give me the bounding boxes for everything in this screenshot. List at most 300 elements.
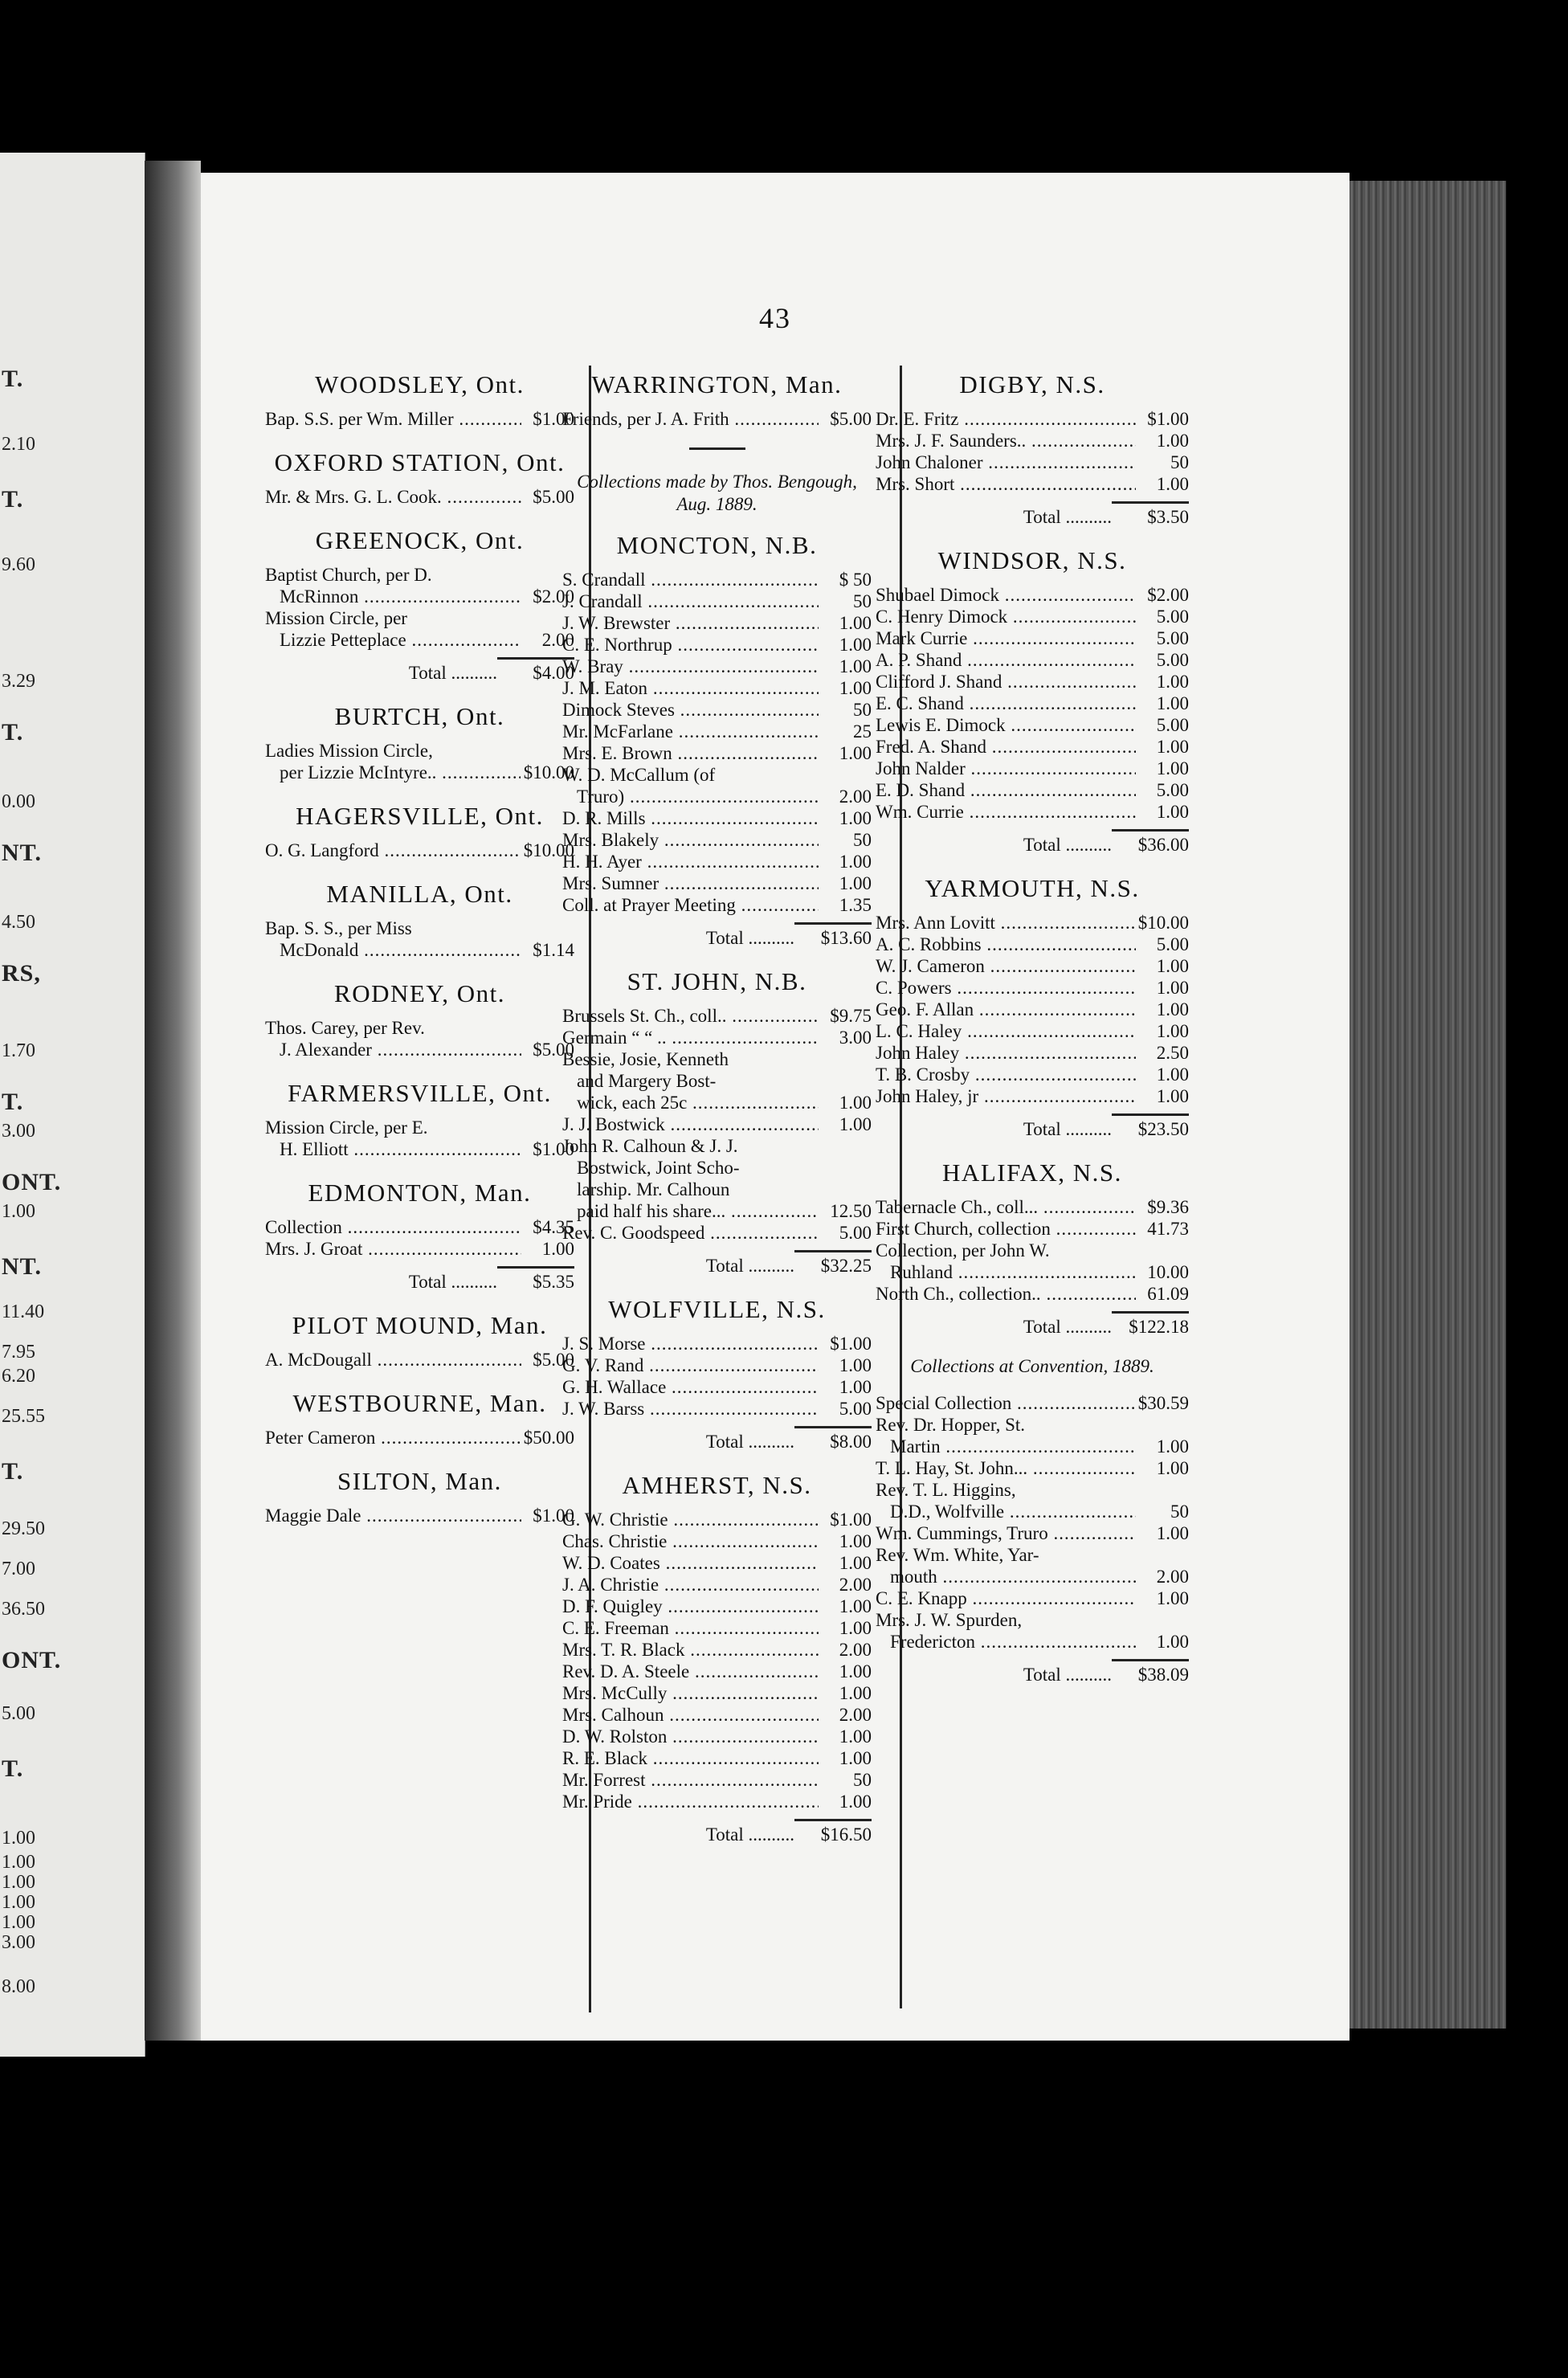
contributor-name: Mrs. Short .....: [876, 473, 1136, 495]
left-page-fragment: 1.70: [2, 1040, 35, 1061]
contribution-row: [265, 1117, 574, 1138]
left-page-fragment: 7.00: [2, 1559, 35, 1579]
section-total: [876, 1113, 1189, 1140]
contributor-name: Mrs. E. Brown .....: [562, 742, 819, 764]
contributor-name: D. W. Rolston .....: [562, 1726, 819, 1747]
contributor-name: Rev. D. A. Steele .....: [562, 1661, 819, 1682]
contributor-name: J. M. Eaton .....: [562, 677, 819, 699]
contribution-amount: 1.00: [1156, 1064, 1189, 1085]
total-label: Total .....: [1023, 1664, 1112, 1685]
contribution-amount: $9.75: [830, 1006, 872, 1026]
contributor-name: J. S. Morse .....: [562, 1333, 819, 1354]
contribution-row: [562, 1726, 872, 1747]
contribution-amount: 1.00: [839, 873, 872, 893]
contribution-amount: 2.00: [839, 1575, 872, 1595]
contribution-row: [876, 1064, 1189, 1085]
contributor-name: John R. Calhoun & J. J.: [562, 1136, 738, 1156]
collection-note: Collections at Convention, 1889.: [910, 1356, 1154, 1376]
contribution-amount: 2.50: [1156, 1043, 1189, 1063]
contribution-amount: 1.00: [839, 1683, 872, 1703]
contribution-amount: 50: [1170, 1502, 1189, 1522]
contributor-name: E. C. Shand .....: [876, 693, 1136, 714]
contribution-section: [265, 701, 574, 783]
contribution-row: [562, 634, 872, 656]
contribution-section: [876, 545, 1189, 856]
contribution-section: [265, 979, 574, 1060]
contributor-name: John Haley .....: [876, 1042, 1136, 1064]
contributor-name: W. J. Cameron .....: [876, 955, 1136, 977]
contribution-amount: 1.00: [1156, 1458, 1189, 1478]
contribution-row: [265, 917, 574, 939]
contributor-name: Fred. A. Shand .....: [876, 736, 1136, 758]
contributor-name: Bap. S. S., per Miss: [265, 918, 412, 938]
contribution-row: [265, 486, 574, 508]
contribution-row: [562, 1070, 872, 1092]
contributor-name: Germain “ “ .. .....: [562, 1027, 819, 1048]
contribution-row: [876, 779, 1189, 801]
contribution-amount: 5.00: [1156, 607, 1189, 627]
contribution-amount: $30.59: [1137, 1393, 1189, 1413]
contribution-amount: $5.00: [533, 487, 574, 507]
contributor-name: Mr. McFarlane .....: [562, 721, 819, 742]
contribution-amount: 5.00: [1156, 628, 1189, 648]
left-page-fragment: 29.50: [2, 1518, 45, 1539]
contribution-row: [265, 607, 574, 629]
left-page-fragment: NT.: [2, 840, 42, 866]
contribution-amount: $2.00: [1147, 585, 1189, 605]
contributor-name: Maggie Dale .....: [265, 1505, 521, 1526]
contribution-row: [876, 1631, 1189, 1653]
section-heading: WARRINGTON, Man.: [591, 370, 843, 398]
contributor-name: Mission Circle, per: [265, 608, 407, 628]
contributor-name: Brussels St. Ch., coll.. .....: [562, 1005, 819, 1027]
contribution-row: [876, 693, 1189, 714]
contribution-amount: 1.00: [1156, 431, 1189, 451]
contribution-row: [876, 999, 1189, 1020]
contribution-row: [876, 1392, 1189, 1414]
left-page-fragment: 0.00: [2, 791, 35, 812]
contributor-name: Rev. Dr. Hopper, St.: [876, 1415, 1026, 1435]
contribution-row: [876, 1283, 1189, 1305]
section-heading: YARMOUTH, N.S.: [925, 874, 1140, 902]
left-page-fragment: 7.95: [2, 1342, 35, 1363]
contributor-name: Special Collection .....: [876, 1392, 1135, 1414]
left-page-fragment: 3.00: [2, 1932, 35, 1953]
separator-dash: [689, 447, 745, 450]
total-label: Total .....: [409, 662, 497, 684]
contributor-name: Baptist Church, per D.: [265, 565, 432, 585]
contribution-amount: 25: [853, 721, 872, 742]
section-total: [876, 1659, 1189, 1685]
section-heading: PILOT MOUND, Man.: [292, 1311, 548, 1339]
left-page-fragment: T.: [2, 486, 24, 513]
contribution-amount: 2.00: [839, 787, 872, 807]
contributor-name: W. Bray .....: [562, 656, 819, 677]
contribution-row: [265, 1505, 574, 1526]
total-amount: $13.60: [794, 922, 872, 949]
total-label: Total .....: [706, 1431, 794, 1453]
left-page-fragment: 25.55: [2, 1406, 45, 1427]
contributor-name: D. F. Quigley .....: [562, 1596, 819, 1617]
contribution-amount: $2.00: [533, 586, 574, 607]
contributor-name: Mrs. Sumner .....: [562, 872, 819, 894]
section-total: [562, 922, 872, 949]
section-heading: BURTCH, Ont.: [334, 702, 505, 730]
contributor-name: Coll. at Prayer Meeting .....: [562, 894, 819, 916]
contribution-row: [876, 1020, 1189, 1042]
contribution-section: [265, 879, 574, 961]
contribution-row: [265, 564, 574, 586]
section-total: [876, 1311, 1189, 1338]
contribution-row: [265, 408, 574, 430]
contribution-amount: 1.00: [839, 1726, 872, 1747]
collection-note: Collections made by Thos. Bengough, Aug. 1889.: [577, 472, 857, 514]
contribution-row: [562, 1333, 872, 1354]
left-page-fragment: 3.00: [2, 1121, 35, 1142]
total-label: Total .....: [1023, 1316, 1112, 1338]
contribution-section: [265, 1388, 574, 1448]
section-heading: MANILLA, Ont.: [326, 880, 513, 908]
contribution-row: [562, 1135, 872, 1157]
contribution-amount: 3.00: [839, 1028, 872, 1048]
contribution-row: [562, 1113, 872, 1135]
left-page-fragment: 36.50: [2, 1599, 45, 1620]
contribution-row: [876, 1042, 1189, 1064]
contribution-row: [562, 872, 872, 894]
contribution-row: [876, 758, 1189, 779]
contributor-name: John Chaloner .....: [876, 451, 1136, 473]
contributor-name: and Margery Bost-: [577, 1071, 717, 1091]
contribution-row: [876, 1522, 1189, 1544]
contributor-name: Dimock Steves .....: [562, 699, 819, 721]
contribution-row: [562, 1747, 872, 1769]
section-heading: GREENOCK, Ont.: [315, 526, 525, 554]
contributor-name: G. V. Rand .....: [562, 1354, 819, 1376]
contributor-name: Lizzie Petteplace .....: [265, 629, 521, 651]
contribution-section: [876, 1392, 1189, 1685]
contribution-row: [265, 586, 574, 607]
contribution-row: [265, 740, 574, 762]
contribution-amount: 41.73: [1147, 1219, 1189, 1239]
contribution-amount: $5.00: [533, 1350, 574, 1370]
left-page-fragment: T.: [2, 1755, 24, 1782]
contribution-row: [265, 1427, 574, 1448]
section-heading: MONCTON, N.B.: [616, 531, 818, 559]
total-amount: $3.50: [1112, 501, 1189, 528]
contribution-section: [265, 370, 574, 430]
contributor-name: J. W. Brewster .....: [562, 612, 819, 634]
left-page-fragment: 1.00: [2, 1912, 35, 1933]
contribution-row: [562, 1791, 872, 1812]
contribution-row: [562, 1704, 872, 1726]
left-page-fragment: T.: [2, 1458, 24, 1485]
contribution-section: [876, 873, 1189, 1140]
contribution-section: [562, 1294, 872, 1453]
total-amount: $23.50: [1112, 1113, 1189, 1140]
contribution-amount: 5.00: [1156, 934, 1189, 954]
left-page-fragment: 2.10: [2, 434, 35, 455]
contributor-name: Mrs. Ann Lovitt .....: [876, 912, 1135, 934]
contribution-row: [876, 671, 1189, 693]
contribution-amount: 1.00: [1156, 693, 1189, 713]
contribution-amount: 5.00: [1156, 780, 1189, 800]
contributor-name: Ruhland .....: [876, 1261, 1136, 1283]
contribution-amount: 1.00: [839, 808, 872, 828]
contributor-name: Rev. T. L. Higgins,: [876, 1480, 1016, 1500]
contribution-amount: $5.00: [830, 409, 872, 429]
left-page-fragment: 1.00: [2, 1892, 35, 1913]
contribution-amount: 5.00: [839, 1399, 872, 1419]
contribution-section: [876, 370, 1189, 528]
contribution-row: [265, 939, 574, 961]
contribution-amount: 12.50: [830, 1201, 872, 1221]
left-page-fragment: 6.20: [2, 1366, 35, 1387]
contribution-amount: 1.00: [1156, 802, 1189, 822]
contribution-row: [876, 649, 1189, 671]
contributor-name: C. E. Northrup .....: [562, 634, 819, 656]
contribution-row: [562, 1617, 872, 1639]
total-amount: $36.00: [1112, 829, 1189, 856]
contribution-amount: $10.00: [523, 840, 574, 860]
contribution-section: [562, 1470, 872, 1845]
total-amount: $38.09: [1112, 1659, 1189, 1685]
total-label: Total .....: [706, 1255, 794, 1277]
contribution-amount: 1.00: [1156, 737, 1189, 757]
section-heading: SILTON, Man.: [337, 1467, 502, 1495]
contribution-amount: 1.00: [839, 1553, 872, 1573]
left-page-fragment: 9.60: [2, 554, 35, 575]
left-page-fragment: 1.00: [2, 1828, 35, 1849]
contribution-row: [876, 627, 1189, 649]
contribution-amount: 1.00: [1156, 1086, 1189, 1106]
contribution-row: [876, 606, 1189, 627]
contributor-name: per Lizzie McIntyre.. .....: [265, 762, 521, 783]
section-total: [562, 1819, 872, 1845]
contribution-row: [265, 1017, 574, 1039]
contribution-row: [876, 1566, 1189, 1587]
contributor-name: S. Crandall .....: [562, 569, 819, 590]
contribution-row: [876, 801, 1189, 823]
contribution-amount: 1.00: [1156, 1523, 1189, 1543]
contribution-row: [562, 1027, 872, 1048]
contribution-row: [562, 590, 872, 612]
contributor-name: Shubael Dimock .....: [876, 584, 1136, 606]
contribution-amount: $10.00: [1137, 913, 1189, 933]
contributor-name: H. Elliott .....: [265, 1138, 521, 1160]
total-label: Total .....: [706, 927, 794, 949]
contribution-section: [265, 1178, 574, 1293]
section-total: [562, 1426, 872, 1453]
contribution-row: [562, 1530, 872, 1552]
section-heading: DIGBY, N.S.: [959, 370, 1105, 398]
contribution-amount: 1.00: [839, 635, 872, 655]
contributor-name: Bessie, Josie, Kenneth: [562, 1049, 729, 1069]
contribution-amount: 5.00: [1156, 650, 1189, 670]
contributor-name: A. C. Robbins .....: [876, 934, 1136, 955]
contribution-row: [562, 677, 872, 699]
contribution-row: [562, 1354, 872, 1376]
contributor-name: J. W. Barss .....: [562, 1398, 819, 1420]
contributor-name: A. McDougall .....: [265, 1349, 521, 1371]
contribution-row: [562, 408, 872, 430]
contributor-name: J. J. Bostwick .....: [562, 1113, 819, 1135]
contributor-name: Mrs. McCully .....: [562, 1682, 819, 1704]
document-page: [201, 173, 1350, 2041]
contributor-name: First Church, collection .....: [876, 1218, 1136, 1240]
contribution-amount: 50: [853, 700, 872, 720]
contributor-name: J. A. Christie .....: [562, 1574, 819, 1596]
section-heading: FARMERSVILLE, Ont.: [288, 1079, 552, 1107]
contribution-row: [265, 1216, 574, 1238]
contribution-amount: $5.00: [533, 1040, 574, 1060]
section-heading: WINDSOR, N.S.: [937, 546, 1127, 574]
section-heading: WESTBOURNE, Man.: [292, 1389, 547, 1417]
contribution-row: [562, 1092, 872, 1113]
contributor-name: L. C. Haley .....: [876, 1020, 1136, 1042]
contribution-amount: $1.00: [830, 1510, 872, 1530]
contributor-name: O. G. Langford .....: [265, 840, 521, 861]
contributor-name: McDonald .....: [265, 939, 521, 961]
contributor-name: A. P. Shand .....: [876, 649, 1136, 671]
section-heading: RODNEY, Ont.: [334, 979, 505, 1007]
contribution-amount: 50: [853, 591, 872, 611]
contribution-row: [876, 1587, 1189, 1609]
contributor-name: T. B. Crosby .....: [876, 1064, 1136, 1085]
contribution-row: [265, 1138, 574, 1160]
contributor-name: Mr. Pride .....: [562, 1791, 819, 1812]
contribution-row: [562, 1222, 872, 1244]
contribution-row: [876, 408, 1189, 430]
contribution-amount: 5.00: [839, 1223, 872, 1243]
contribution-row: [562, 1769, 872, 1791]
total-amount: $4.00: [497, 657, 574, 684]
contributor-name: Peter Cameron .....: [265, 1427, 521, 1448]
facing-left-page: [0, 153, 145, 2057]
contribution-amount: 1.00: [839, 1377, 872, 1397]
contribution-row: [876, 714, 1189, 736]
total-amount: $16.50: [794, 1819, 872, 1845]
total-label: Total .....: [409, 1271, 497, 1293]
contribution-row: [562, 1574, 872, 1596]
left-page-fragment: 4.50: [2, 912, 35, 933]
contributor-name: Lewis E. Dimock .....: [876, 714, 1136, 736]
contribution-row: [876, 1544, 1189, 1566]
contribution-row: [562, 1682, 872, 1704]
section-heading: OXFORD STATION, Ont.: [274, 448, 566, 476]
contributor-name: J. Crandall .....: [562, 590, 819, 612]
contributor-name: G. W. Christie .....: [562, 1509, 819, 1530]
contribution-amount: 10.00: [1147, 1262, 1189, 1282]
contribution-amount: 1.00: [839, 613, 872, 633]
contributor-name: W. D. Coates .....: [562, 1552, 819, 1574]
contribution-row: [876, 1240, 1189, 1261]
contributor-name: Bostwick, Joint Scho-: [577, 1158, 740, 1178]
contribution-amount: $1.00: [533, 1506, 574, 1526]
contributor-name: C. E. Freeman .....: [562, 1617, 819, 1639]
contributor-name: G. H. Wallace .....: [562, 1376, 819, 1398]
page-edges: [1350, 181, 1506, 2029]
contribution-row: [265, 1349, 574, 1371]
contribution-row: [562, 829, 872, 851]
contribution-row: [562, 1048, 872, 1070]
contributor-name: McRinnon .....: [265, 586, 521, 607]
left-page-fragment: 1.00: [2, 1852, 35, 1873]
section-heading: WOLFVILLE, N.S.: [608, 1295, 826, 1323]
contribution-row: [562, 764, 872, 786]
contribution-amount: $50.00: [523, 1428, 574, 1448]
contribution-amount: 2.00: [541, 630, 574, 650]
contribution-amount: 1.00: [541, 1239, 574, 1259]
contribution-section: [562, 966, 872, 1277]
contribution-amount: 1.00: [839, 656, 872, 676]
contribution-row: [876, 1436, 1189, 1457]
contribution-row: [876, 1501, 1189, 1522]
contributor-name: W. D. McCallum (of: [562, 765, 716, 785]
contribution-amount: 61.09: [1147, 1284, 1189, 1304]
contributor-name: Friends, per J. A. Frith .....: [562, 408, 819, 430]
contribution-row: [876, 584, 1189, 606]
contribution-row: [876, 1261, 1189, 1283]
total-amount: $5.35: [497, 1266, 574, 1293]
contributor-name: John Haley, jr .....: [876, 1085, 1136, 1107]
contribution-amount: 1.00: [839, 1748, 872, 1768]
contribution-amount: 50: [853, 830, 872, 850]
contributor-name: J. Alexander .....: [265, 1039, 521, 1060]
contribution-row: [562, 1157, 872, 1179]
section-heading: ST. JOHN, N.B.: [627, 967, 807, 995]
contributor-name: Mrs. J. F. Saunders.. .....: [876, 430, 1136, 451]
contribution-row: [562, 894, 872, 916]
contribution-row: [562, 1376, 872, 1398]
contributor-name: Mission Circle, per E.: [265, 1117, 428, 1138]
contribution-row: [876, 1218, 1189, 1240]
contribution-amount: $1.00: [533, 409, 574, 429]
contribution-row: [562, 699, 872, 721]
contribution-row: [562, 1509, 872, 1530]
contribution-row: [876, 977, 1189, 999]
contribution-amount: 2.00: [1156, 1567, 1189, 1587]
contribution-amount: 1.00: [1156, 672, 1189, 692]
contributor-name: Wm. Cummings, Truro .....: [876, 1522, 1136, 1544]
contribution-row: [562, 1179, 872, 1200]
contribution-amount: 2.00: [839, 1705, 872, 1725]
contribution-row: [562, 1661, 872, 1682]
contribution-row: [265, 1238, 574, 1260]
contribution-amount: 1.00: [839, 1661, 872, 1681]
left-page-fragment: 5.00: [2, 1703, 35, 1724]
contributor-name: Rev. Wm. White, Yar-: [876, 1545, 1039, 1565]
contribution-amount: $9.36: [1147, 1197, 1189, 1217]
contribution-amount: $1.00: [533, 1139, 574, 1159]
contributor-name: paid half his share... .....: [562, 1200, 819, 1222]
left-page-fragment: 3.29: [2, 671, 35, 692]
contribution-amount: 1.00: [839, 1618, 872, 1638]
contribution-row: [876, 1414, 1189, 1436]
section-heading: HALIFAX, N.S.: [942, 1158, 1122, 1187]
contribution-amount: 1.00: [1156, 474, 1189, 494]
contribution-amount: 1.00: [1156, 1021, 1189, 1041]
contributor-name: Clifford J. Shand .....: [876, 671, 1136, 693]
contributor-name: T. L. Hay, St. John... .....: [876, 1457, 1136, 1479]
contribution-amount: 50: [1170, 452, 1189, 472]
contribution-section: [562, 370, 872, 430]
contributor-name: Mrs. J. W. Spurden,: [876, 1610, 1023, 1630]
contributor-name: H. H. Ayer .....: [562, 851, 819, 872]
contribution-row: [876, 955, 1189, 977]
left-page-fragment: T.: [2, 366, 24, 392]
contribution-section: [265, 801, 574, 861]
contributor-name: C. Henry Dimock .....: [876, 606, 1136, 627]
